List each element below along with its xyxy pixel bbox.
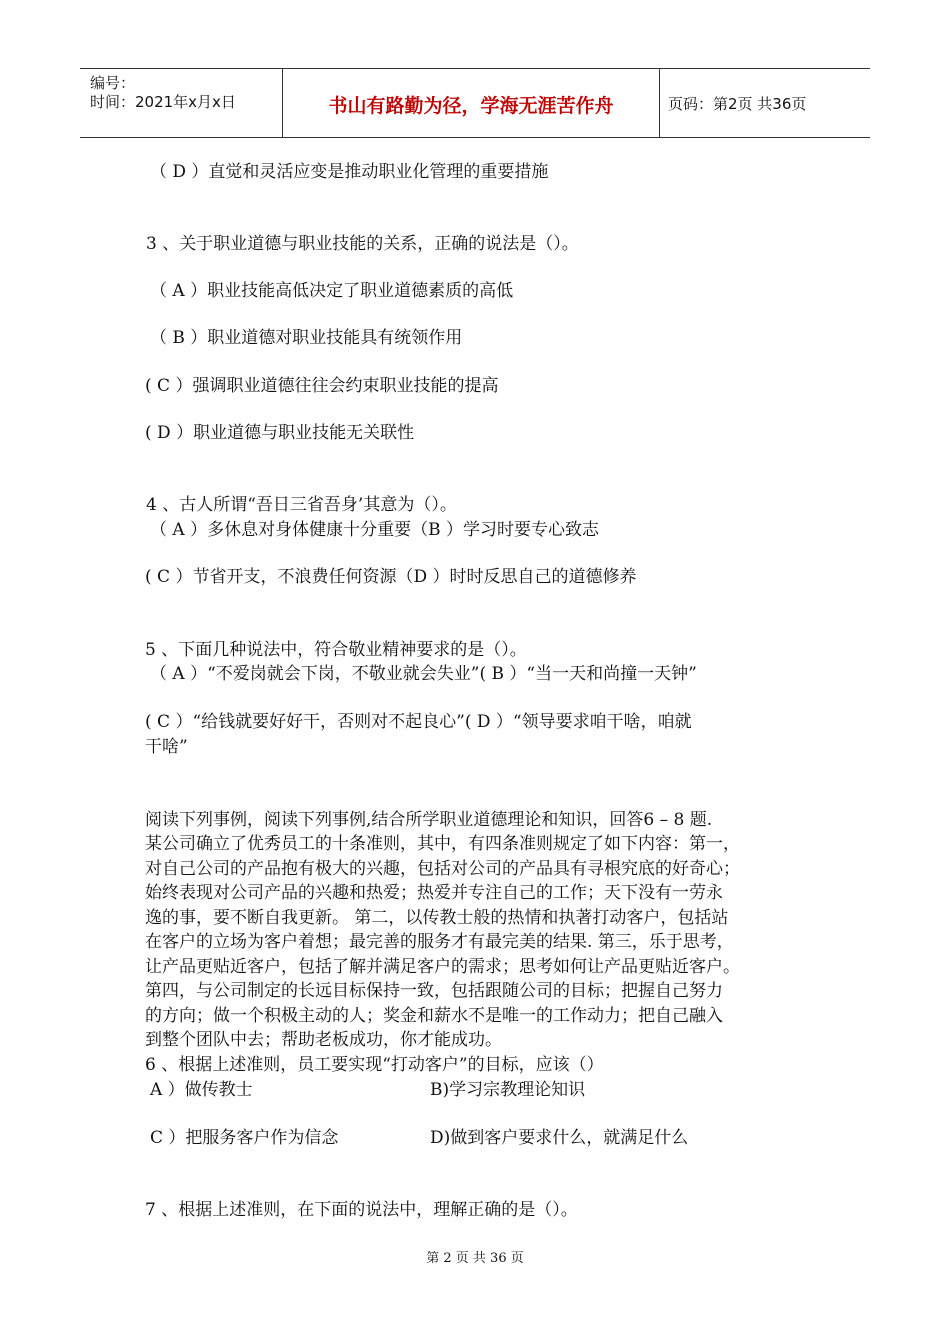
q6-option-c: C ）把服务客户作为信念 bbox=[150, 1128, 339, 1148]
q3-stem: 3 、关于职业道德与职业技能的关系，正确的说法是（）。 bbox=[146, 234, 579, 254]
header-meta-cell bbox=[80, 69, 283, 137]
q6-stem: 6 、根据上述准则，员工要实现“打动客户”的目标，应该（） bbox=[145, 1055, 604, 1075]
q4-stem: 4 、古人所谓“吾日三省吾身’其意为（）。 bbox=[146, 495, 457, 515]
passage-line-6: 让产品更贴近客户，包括了解并满足客户的需求；思考如何让产品更贴近客户。 bbox=[145, 957, 740, 977]
passage-line-8: 的方向；做一个积极主动的人；奖金和薪水不是唯一的工作动力；把自己融入 bbox=[145, 1006, 723, 1026]
q3-option-c: ( C ）强调职业道德往往会约束职业技能的提高 bbox=[145, 376, 499, 396]
q2-option-d: （ D ）直觉和灵活应变是推动职业化管理的重要措施 bbox=[150, 162, 549, 182]
q3-option-a: （ A ）职业技能高低决定了职业道德素质的高低 bbox=[150, 281, 514, 301]
header-page-info: 页码：第2页 共36页 bbox=[668, 95, 807, 113]
header-motto-cell bbox=[283, 69, 660, 137]
passage-line-3: 始终表现对公司产品的兴趣和热爱；热爱并专注自己的工作；天下没有一劳永 bbox=[145, 883, 723, 903]
q6-option-d: D)做到客户要求什么，就满足什么 bbox=[430, 1128, 689, 1148]
q7-stem: 7 、根据上述准则，在下面的说法中，理解正确的是（）。 bbox=[145, 1200, 578, 1220]
q6-option-b: B)学习宗教理论知识 bbox=[430, 1080, 586, 1100]
passage-line-4: 逸的事，要不断自我更新。 第二，以传教士般的热情和执著打动客户，包括站 bbox=[145, 908, 729, 928]
header-table bbox=[80, 68, 870, 138]
q5-options-cd-cont: 干啥” bbox=[145, 737, 188, 757]
doc-number-label: 编号： bbox=[90, 74, 136, 92]
q3-option-b: （ B ）职业道德对职业技能具有统领作用 bbox=[150, 328, 463, 348]
header-motto: 书山有路勤为径，学海无涯苦作舟 bbox=[328, 95, 614, 117]
page-footer: 第 2 页 共 36 页 bbox=[426, 1251, 524, 1266]
q4-options-cd: ( C ）节省开支，不浪费任何资源（D ）时时反思自己的道德修养 bbox=[145, 567, 637, 587]
passage-line-7: 第四，与公司制定的长远目标保持一致，包括跟随公司的目标；把握自己努力 bbox=[145, 981, 723, 1001]
q5-options-cd: ( C ）“给钱就要好好干，否则对不起良心”( D ）“领导要求咱干啥，咱就 bbox=[145, 712, 692, 732]
q5-options-ab: （ A ）“不爱岗就会下岗，不敬业就会失业”( B ）“当一天和尚撞一天钟” bbox=[150, 664, 697, 684]
passage-line-1: 某公司确立了优秀员工的十条准则，其中，有四条准则规定了如下内容：第一， bbox=[145, 834, 740, 854]
q6-option-a: A ）做传教士 bbox=[150, 1080, 253, 1100]
q3-option-d: ( D ）职业道德与职业技能无关联性 bbox=[145, 423, 415, 443]
header-page-cell bbox=[660, 69, 870, 137]
passage-intro: 阅读下列事例，阅读下列事例,结合所学职业道德理论和知识，回答6 – 8 题. bbox=[145, 810, 713, 830]
q5-stem: 5 、下面几种说法中，符合敬业精神要求的是（）。 bbox=[145, 640, 527, 660]
q4-options-ab: （ A ）多休息对身体健康十分重要（B ）学习时要专心致志 bbox=[150, 520, 599, 540]
passage-line-5: 在客户的立场为客户着想；最完善的服务才有最完美的结果. 第三，乐于思考， bbox=[145, 932, 734, 952]
passage-line-2: 对自己公司的产品抱有极大的兴趣，包括对公司的产品具有寻根究底的好奇心； bbox=[145, 859, 740, 879]
passage-line-9: 到整个团队中去；帮助老板成功，你才能成功。 bbox=[145, 1030, 502, 1050]
doc-date-label: 时间：2021年x月x日 bbox=[90, 93, 236, 111]
